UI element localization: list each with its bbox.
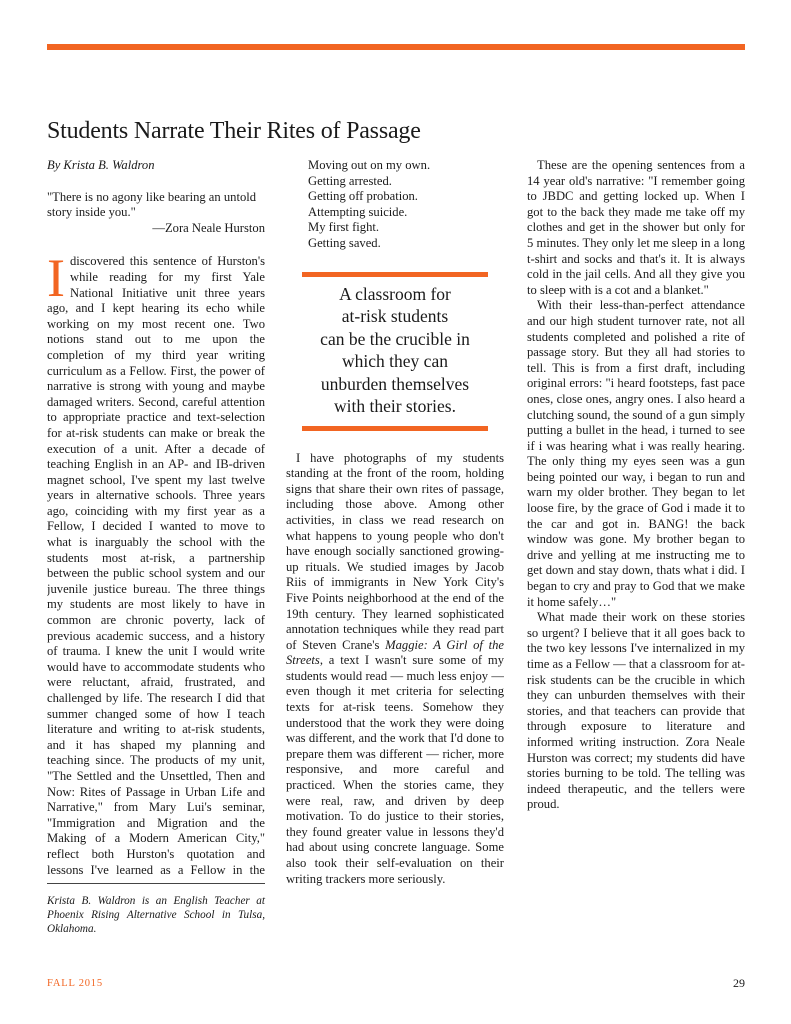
- paragraph-opening: [47, 248, 265, 880]
- paragraph-photographs: [286, 451, 504, 888]
- rite-list-item: Moving out on my own.: [308, 158, 431, 172]
- rite-list-item: Getting saved.: [308, 235, 381, 250]
- footer-issue: FALL 2015: [47, 978, 103, 989]
- column-2-continued-text: [286, 158, 504, 887]
- rite-list-item: Attempting suicide.: [308, 204, 408, 219]
- pull-quote-line: can be the crucible in: [320, 328, 470, 349]
- paragraph-first-draft: With their less-than-perfect attendance and our high student turnover rate, not all students completed and polished a rite of passage story. But they all had stories to tell. This is from a first draft, including original errors: "i heard footsteps, fast pace ones, close ones, angry ones. I also heard a clutching sound, the sound of a gun simply putting a bullet in the head, i turned to see if i was hearing what i was really hearing. The only thing my eyes seen was a gun being pointed our way, i began to run and warn my older brother. They began to let loose fire, by the grace of God i made it to the car and got in. BANG! the back window was gone. My brother began to drive and yelling at me instructing me to get down and stay down, thats what i did. I began to cry and pray to God that we make it home safely…": [527, 298, 745, 609]
- article-title: Students Narrate Their Rites of Passage: [47, 118, 421, 144]
- book-title: Maggie: A Girl of the Streets: [286, 637, 504, 668]
- pull-quote-line: at-risk students: [341, 306, 449, 327]
- byline: By Krista B. Waldron: [47, 158, 155, 172]
- drop-cap: I: [47, 248, 65, 309]
- epigraph: "There is no agony like bearing an untold story inside you.": [47, 189, 257, 220]
- footer-page-number: 29: [733, 976, 745, 990]
- pull-quote-text: [302, 277, 488, 426]
- rite-list-item: My first fight.: [308, 220, 380, 235]
- pull-quote-bottom-rule: [302, 426, 488, 431]
- pull-quote-line: A classroom for: [339, 283, 451, 304]
- paragraph-jbdc-narrative: These are the opening sentences from a 14 year old's narrative: "I remember going to JBDC and getting locked up. When I got to the back they made me take off my clothes and get in the shower but only for 5 minutes. They only let me sleep in a long t-shirt and socks and that's it. It is always cold in the jail cells. And all they give you to sleep with is a cot and a blanket.": [527, 158, 745, 297]
- pull-quote: [302, 272, 488, 431]
- rites-of-passage-list: [286, 158, 504, 252]
- rite-list-item: Getting off probation.: [308, 189, 418, 204]
- top-accent-rule: [47, 44, 745, 50]
- paragraph-opening-text: discovered this sentence of Hurston's while reading for my first Yale National Initiative unit three years ago, and I kept hearing its echo while working on my most recent one. Two notions stand out to me upon the completion of my third year writing curriculum as a Fellow. First, the power of narrative is strong with young and maybe damaged writers. Second, careful attention to appropriate practice and text-selection for at-risk students can make or break the execution of a unit. After a decade of teaching English in an AP- and IB-driven magnet school, I've spent my last twelve years in alternative schools. Three years ago, coinciding with my first year as a Fellow, I decided I wanted to move to what is inarguably the school with the students most at-risk, a partnership between the public school system and our juvenile justice bureau. The three things my students are most likely to have in common are chronic poverty, lack of previous academic success, and a history of trauma. I knew the unit I would write would have to accommodate students who were reluctant, afraid, frustrated, and challenged by life. The research I did that summer changed some of how I teach literature and writing to at-risk students, and it has shaped my planning and teaching since. The products of my unit, "The Settled and the Unsettled, Then and Now: Rites of Passage in Urban Life and Narrative," from Mary Lui's seminar, "Immigration and Migration and the Making of a Modern American City," reflect both Hurston's quotation and lessons I've learned as a Fellow in the: [47, 254, 265, 877]
- column-3: [527, 158, 745, 938]
- pull-quote-line: with their stories.: [334, 396, 456, 417]
- author-bio-note: Krista B. Waldron is an English Teacher at Phoenix Rising Alternative School in Tulsa, Oklahoma.: [47, 883, 265, 936]
- pull-quote-line: which they can: [342, 351, 448, 372]
- rite-list-item: Getting arrested.: [308, 173, 392, 188]
- pull-quote-line: unburden themselves: [320, 373, 470, 394]
- column-2: [286, 158, 504, 938]
- paragraph-conclusion: What made their work on these stories so urgent? I believe that it all goes back to the two key lessons I've internalized in my time as a Fellow — that a classroom for at-risk students can be the crucible in which they can unburden themselves with their stories, and that teachers can provide that through exposure to literature and informed writing instruction. Zora Neale Hurston was correct; my students did have stories burning to be told. The telling was indeed therapeutic, and the tellers were proud.: [527, 610, 745, 812]
- paragraph-photographs-text: I have photographs of my students standing at the front of the room, holding signs that share their own rites of passage, including those above. Among other activities, in class we read research on what happens to young people who don't have enough socially sanctioned growing-up rituals. We studied images by Jacob Riis of immigrants in New York City's Five Points neighborhood at the end of the 19th century. They learned sophisticated annotation techniques while they read part of Steven Crane's: [286, 450, 504, 652]
- epigraph-attribution: —Zora Neale Hurston: [152, 220, 265, 235]
- paragraph-photographs-text-cont: , a text I wasn't sure some of my students would read — much less enjoy — even though it met criteria for selecting texts for at-risk teens. Somehow they understood that the work they were doing was different, and the work that I'd done to prepare them was different — richer, more responsive, and more careful and practiced. When the stories came, they were real, raw, and driven by deep motivation. To do justice to their stories, they found greater value in lessons they'd had about using concrete language. Some also took their self-evaluation on their writing trackers more seriously.: [286, 653, 504, 886]
- column-1: [47, 158, 265, 880]
